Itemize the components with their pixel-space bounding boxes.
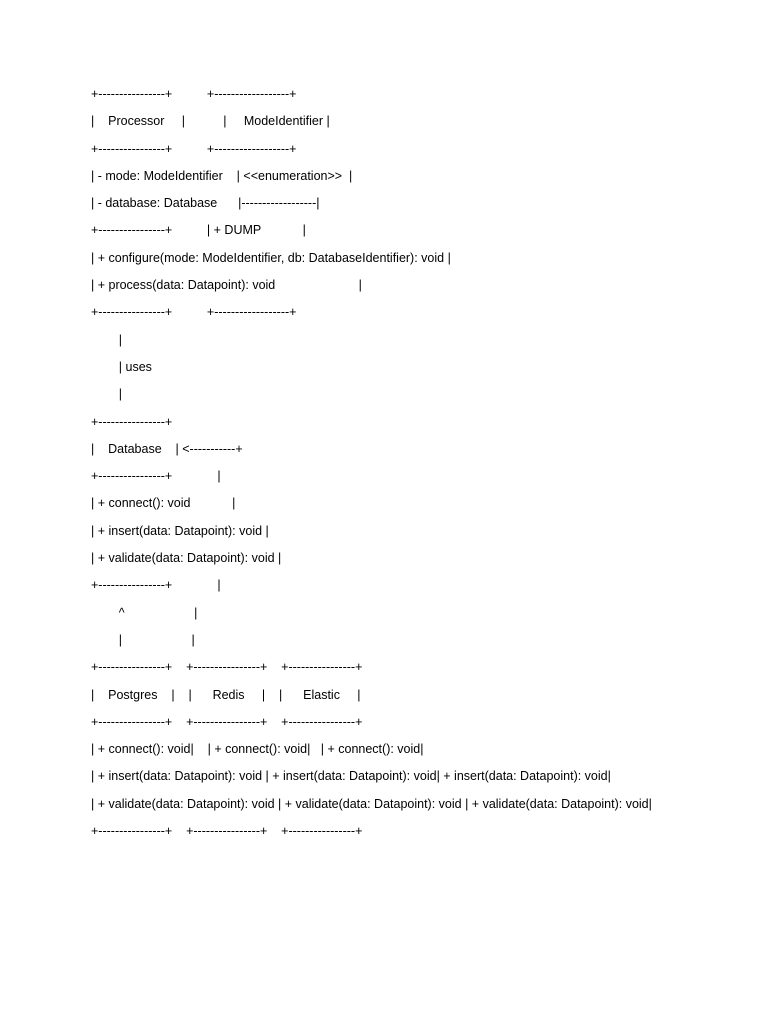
diagram-line: | + connect(): void| | + connect(): void| | + connect(): void| (91, 742, 424, 757)
diagram-line: +----------------+ | + DUMP | (91, 223, 306, 238)
diagram-line: ^ | (91, 605, 198, 620)
diagram-line: | + process(data: Datapoint): void | (91, 278, 362, 293)
diagram-line: | - mode: ModeIdentifier | <<enumeration>> | (91, 168, 353, 183)
diagram-line: | Database | <-----------+ (91, 441, 243, 456)
diagram-line: | (91, 387, 123, 402)
diagram-line: +----------------+ | (91, 469, 221, 484)
diagram-line: | + insert(data: Datapoint): void | + insert(data: Datapoint): void| + insert(data: Datapoint): void| (91, 769, 611, 784)
diagram-line: +----------------+ +----------------+ +----------------+ (91, 660, 363, 675)
diagram-line: | + validate(data: Datapoint): void | + validate(data: Datapoint): void | + validate(data: Datapoint): void| (91, 796, 652, 811)
diagram-line: +----------------+ +------------------+ (91, 305, 297, 320)
diagram-line: | Processor | | ModeIdentifier | (91, 114, 330, 129)
diagram-line: | Postgres | | Redis | | Elastic | (91, 687, 361, 702)
diagram-line: +----------------+ +------------------+ (91, 87, 297, 101)
diagram-line: | + validate(data: Datapoint): void | (91, 551, 282, 566)
diagram-line: | (91, 332, 123, 347)
diagram-line: +----------------+ +------------------+ (91, 141, 297, 156)
diagram-line: | - database: Database |------------------| (91, 196, 320, 211)
diagram-line: +----------------+ +----------------+ +----------------+ (91, 824, 363, 839)
diagram-line: | + insert(data: Datapoint): void | (91, 523, 269, 538)
diagram-line: | + connect(): void | (91, 496, 236, 511)
diagram-line: +----------------+ (91, 414, 173, 429)
diagram-line: +----------------+ +----------------+ +----------------+ (91, 714, 363, 729)
diagram-line: | + configure(mode: ModeIdentifier, db: DatabaseIdentifier): void | (91, 250, 451, 265)
ascii-class-diagram (91, 85, 671, 849)
diagram-line: +----------------+ | (91, 578, 221, 593)
diagram-line: | | (91, 632, 195, 647)
diagram-line: | uses (91, 359, 152, 374)
